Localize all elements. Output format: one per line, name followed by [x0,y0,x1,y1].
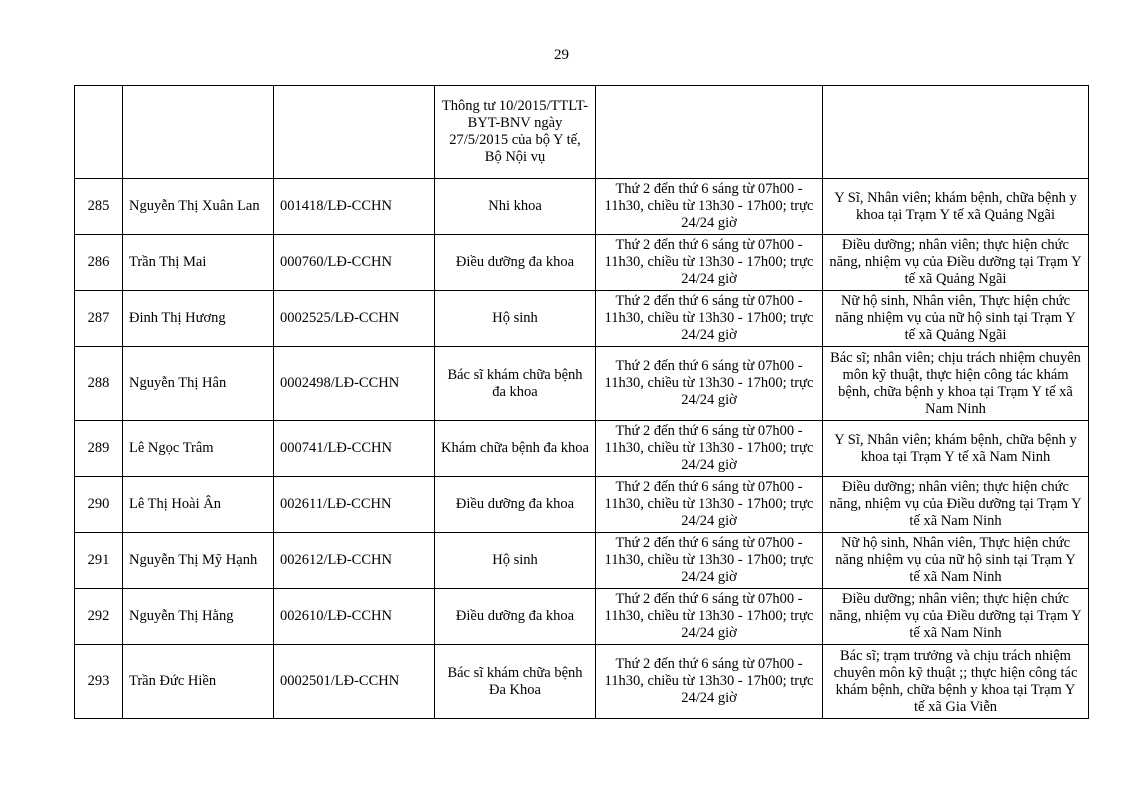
row-number: 286 [75,235,123,291]
row-number: 292 [75,589,123,645]
staff-name: Trần Thị Mai [123,235,274,291]
certificate-number: 000741/LĐ-CCHN [274,421,435,477]
staff-name: Lê Ngọc Trâm [123,421,274,477]
certificate-number: 0002501/LĐ-CCHN [274,645,435,719]
row-number [75,86,123,179]
working-hours: Thứ 2 đến thứ 6 sáng từ 07h00 - 11h30, chiều từ 13h30 - 17h00; trực 24/24 giờ [596,179,823,235]
row-number: 287 [75,291,123,347]
row-number: 291 [75,533,123,589]
specialty: Thông tư 10/2015/TTLT-BYT-BNV ngày 27/5/2015 của bộ Y tế, Bộ Nội vụ [435,86,596,179]
staff-name: Đinh Thị Hương [123,291,274,347]
position-duties: Bác sĩ; trạm trưởng và chịu trách nhiệm chuyên môn kỹ thuật ;; thực hiện công tác khám bệnh, chữa bệnh y khoa tại Trạm Y tế xã Gia Viễn [823,645,1089,719]
working-hours: Thứ 2 đến thứ 6 sáng từ 07h00 - 11h30, chiều từ 13h30 - 17h00; trực 24/24 giờ [596,347,823,421]
specialty: Điều dưỡng đa khoa [435,589,596,645]
working-hours: Thứ 2 đến thứ 6 sáng từ 07h00 - 11h30, chiều từ 13h30 - 17h00; trực 24/24 giờ [596,421,823,477]
specialty: Bác sĩ khám chữa bệnh đa khoa [435,347,596,421]
certificate-number: 002610/LĐ-CCHN [274,589,435,645]
staff-name: Nguyễn Thị Mỹ Hạnh [123,533,274,589]
row-number: 290 [75,477,123,533]
certificate-number: 001418/LĐ-CCHN [274,179,435,235]
table-row [75,291,1089,347]
position-duties: Nữ hộ sinh, Nhân viên, Thực hiện chức năng nhiệm vụ của nữ hộ sinh tại Trạm Y tế xã Quảng Ngãi [823,291,1089,347]
staff-name: Nguyễn Thị Xuân Lan [123,179,274,235]
working-hours: Thứ 2 đến thứ 6 sáng từ 07h00 - 11h30, chiều từ 13h30 - 17h00; trực 24/24 giờ [596,291,823,347]
position-duties: Nữ hộ sinh, Nhân viên, Thực hiện chức năng nhiệm vụ của nữ hộ sinh tại Trạm Y tế xã Nam Ninh [823,533,1089,589]
table-row [75,589,1089,645]
row-number: 288 [75,347,123,421]
row-number: 289 [75,421,123,477]
position-duties [823,86,1089,179]
specialty: Điều dưỡng đa khoa [435,235,596,291]
position-duties: Điều dưỡng; nhân viên; thực hiện chức năng, nhiệm vụ của Điều dưỡng tại Trạm Y tế xã Nam Ninh [823,589,1089,645]
certificate-number: 0002498/LĐ-CCHN [274,347,435,421]
specialty: Hộ sinh [435,291,596,347]
row-number: 285 [75,179,123,235]
table-row [75,347,1089,421]
table-row [75,179,1089,235]
specialty: Khám chữa bệnh đa khoa [435,421,596,477]
table-row [75,421,1089,477]
working-hours: Thứ 2 đến thứ 6 sáng từ 07h00 - 11h30, chiều từ 13h30 - 17h00; trực 24/24 giờ [596,645,823,719]
specialty: Hộ sinh [435,533,596,589]
working-hours: Thứ 2 đến thứ 6 sáng từ 07h00 - 11h30, chiều từ 13h30 - 17h00; trực 24/24 giờ [596,533,823,589]
certificate-number: 002612/LĐ-CCHN [274,533,435,589]
specialty: Điều dưỡng đa khoa [435,477,596,533]
staff-table [74,85,1089,719]
position-duties: Y Sĩ, Nhân viên; khám bệnh, chữa bệnh y khoa tại Trạm Y tế xã Nam Ninh [823,421,1089,477]
working-hours: Thứ 2 đến thứ 6 sáng từ 07h00 - 11h30, chiều từ 13h30 - 17h00; trực 24/24 giờ [596,477,823,533]
staff-name: Nguyễn Thị Hân [123,347,274,421]
staff-name: Nguyễn Thị Hằng [123,589,274,645]
certificate-number [274,86,435,179]
position-duties: Điều dưỡng; nhân viên; thực hiện chức năng, nhiệm vụ của Điều dưỡng tại Trạm Y tế xã Nam Ninh [823,477,1089,533]
table-row [75,86,1089,179]
table-row [75,477,1089,533]
working-hours [596,86,823,179]
position-duties: Bác sĩ; nhân viên; chịu trách nhiệm chuyên môn kỹ thuật, thực hiện công tác khám bệnh, chữa bệnh y khoa tại Trạm Y tế xã Nam Ninh [823,347,1089,421]
staff-name: Lê Thị Hoài Ân [123,477,274,533]
staff-name: Trần Đức Hiền [123,645,274,719]
position-duties: Điều dưỡng; nhân viên; thực hiện chức năng, nhiệm vụ của Điều dưỡng tại Trạm Y tế xã Quảng Ngãi [823,235,1089,291]
specialty: Nhi khoa [435,179,596,235]
specialty: Bác sĩ khám chữa bệnh Đa Khoa [435,645,596,719]
staff-name [123,86,274,179]
working-hours: Thứ 2 đến thứ 6 sáng từ 07h00 - 11h30, chiều từ 13h30 - 17h00; trực 24/24 giờ [596,235,823,291]
certificate-number: 000760/LĐ-CCHN [274,235,435,291]
table-row [75,645,1089,719]
row-number: 293 [75,645,123,719]
certificate-number: 002611/LĐ-CCHN [274,477,435,533]
table-row [75,533,1089,589]
position-duties: Y Sĩ, Nhân viên; khám bệnh, chữa bệnh y khoa tại Trạm Y tế xã Quảng Ngãi [823,179,1089,235]
table-row [75,235,1089,291]
certificate-number: 0002525/LĐ-CCHN [274,291,435,347]
page-number: 29 [554,47,569,63]
working-hours: Thứ 2 đến thứ 6 sáng từ 07h00 - 11h30, chiều từ 13h30 - 17h00; trực 24/24 giờ [596,589,823,645]
